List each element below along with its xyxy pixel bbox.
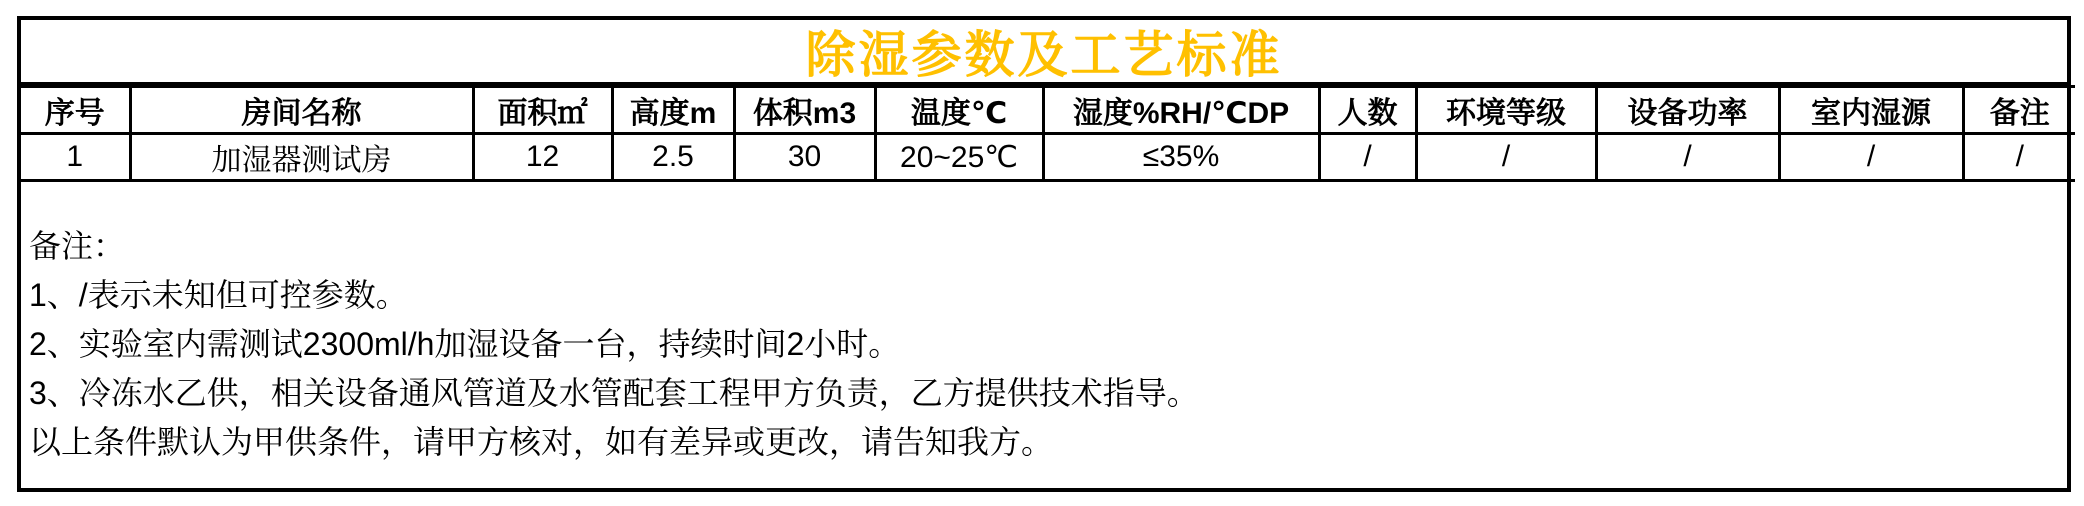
header-equipment-power: 设备功率 — [1596, 87, 1779, 134]
document-title: 除湿参数及工艺标准 — [805, 27, 1283, 83]
cell-temperature: 20~25℃ — [875, 134, 1043, 181]
notes-label: 备注： — [29, 228, 126, 264]
cell-people-count: / — [1319, 134, 1416, 181]
cell-area: 12 — [473, 134, 612, 181]
note-line-3: 3、冷冻水乙供，相关设备通风管道及水管配套工程甲方负责，乙方提供技术指导。 — [29, 375, 1199, 411]
header-seq: 序号 — [21, 87, 130, 134]
cell-room-name: 加湿器测试房 — [130, 134, 473, 181]
cell-indoor-moisture-source: / — [1779, 134, 1963, 181]
cell-humidity: ≤35% — [1043, 134, 1319, 181]
header-people-count: 人数 — [1319, 87, 1416, 134]
header-indoor-moisture-source: 室内湿源 — [1779, 87, 1963, 134]
header-room-name: 房间名称 — [130, 87, 473, 134]
cell-environment-class: / — [1416, 134, 1596, 181]
cell-equipment-power: / — [1596, 134, 1779, 181]
cell-seq: 1 — [21, 134, 130, 181]
note-line-2: 2、实验室内需测试2300ml/h加湿设备一台，持续时间2小时。 — [29, 326, 901, 362]
header-area: 面积㎡ — [473, 87, 612, 134]
header-volume: 体积m3 — [734, 87, 875, 134]
cell-volume: 30 — [734, 134, 875, 181]
table-header-row — [21, 87, 2075, 134]
cell-remark: / — [1963, 134, 2075, 181]
header-remark: 备注 — [1963, 87, 2075, 134]
note-line-1: 1、/表示未知但可控参数。 — [29, 277, 408, 313]
header-temperature: 温度℃ — [875, 87, 1043, 134]
title-row — [21, 20, 2067, 85]
note-line-4: 以上条件默认为甲供条件，请甲方核对，如有差异或更改，请告知我方。 — [29, 424, 1054, 460]
parameters-sheet — [17, 16, 2071, 492]
cell-height: 2.5 — [612, 134, 734, 181]
header-height: 高度m — [612, 87, 734, 134]
table-data-row — [21, 134, 2075, 181]
header-environment-class: 环境等级 — [1416, 87, 1596, 134]
notes-section — [21, 182, 2067, 488]
parameters-table — [21, 85, 2075, 182]
header-humidity: 湿度%RH/℃DP — [1043, 87, 1319, 134]
